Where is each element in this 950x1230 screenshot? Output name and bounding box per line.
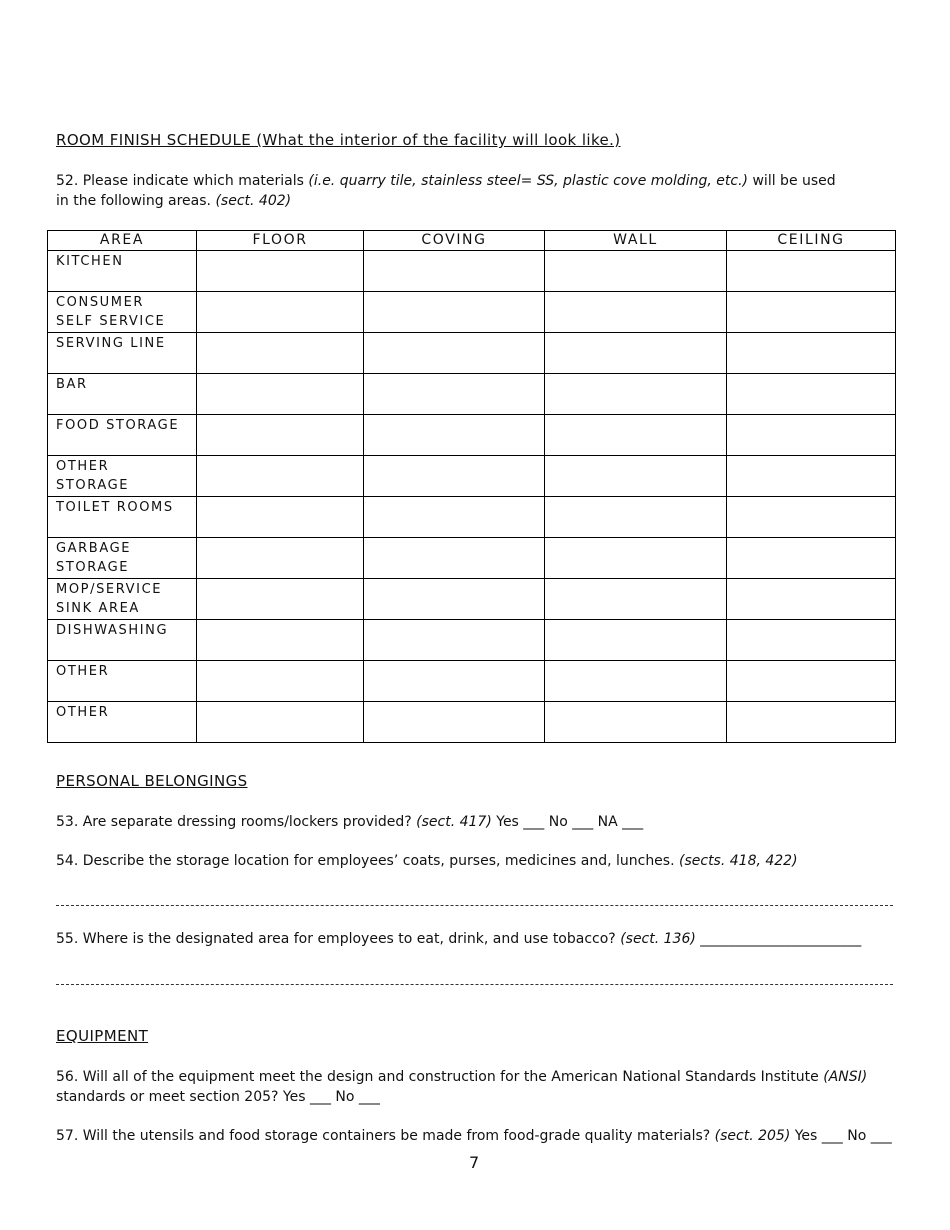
cell-wall[interactable] — [545, 415, 727, 456]
question-55-blank[interactable]: _______________________ — [695, 931, 862, 947]
question-56-text: 56. Will all of the equipment meet the design and construction for the American National Standards Institute — [56, 1069, 824, 1085]
area-label-line: FOOD STORAGE — [56, 418, 180, 433]
area-label-line: CONSUMER — [56, 295, 145, 310]
question-52-suffix: will be used — [748, 173, 836, 189]
area-label-line: BAR — [56, 377, 88, 392]
cell-ceiling[interactable] — [727, 292, 896, 333]
cell-ceiling[interactable] — [727, 415, 896, 456]
table-header-row — [48, 231, 896, 251]
area-label-line: TOILET ROOMS — [56, 500, 174, 515]
cell-wall[interactable] — [545, 292, 727, 333]
cell-coving[interactable] — [364, 292, 545, 333]
question-52 — [56, 171, 836, 211]
table-row — [48, 702, 896, 743]
cell-wall[interactable] — [545, 702, 727, 743]
cell-floor[interactable] — [197, 251, 364, 292]
question-55-section-ref: (sect. 136) — [620, 931, 696, 947]
question-53 — [56, 812, 643, 832]
question-56 — [56, 1067, 867, 1107]
cell-ceiling[interactable] — [727, 333, 896, 374]
column-header-floor: FLOOR — [197, 231, 364, 251]
question-54-text: 54. Describe the storage location for employees’ coats, purses, medicines and, lunches. — [56, 853, 679, 869]
question-55-text: 55. Where is the designated area for employees to eat, drink, and use tobacco? — [56, 931, 621, 947]
page-number: 7 — [469, 1153, 480, 1172]
question-57 — [56, 1126, 892, 1146]
table-row — [48, 661, 896, 702]
cell-ceiling[interactable] — [727, 456, 896, 497]
area-label — [48, 415, 197, 456]
cell-coving[interactable] — [364, 620, 545, 661]
cell-wall[interactable] — [545, 497, 727, 538]
question-52-examples: (i.e. quarry tile, stainless steel= SS, plastic cove molding, etc.) — [308, 173, 749, 189]
cell-ceiling[interactable] — [727, 251, 896, 292]
area-label-line: SELF SERVICE — [56, 314, 166, 329]
cell-coving[interactable] — [364, 497, 545, 538]
question-56-ansi: (ANSI) — [823, 1069, 868, 1085]
room-finish-table — [47, 230, 896, 743]
area-label-line: OTHER — [56, 664, 110, 679]
cell-coving[interactable] — [364, 333, 545, 374]
question-56-line2[interactable]: standards or meet section 205? Yes ___ No ___ — [56, 1089, 380, 1105]
cell-wall[interactable] — [545, 538, 727, 579]
column-header-ceiling: CEILING — [727, 231, 896, 251]
question-57-answers[interactable]: Yes ___ No ___ — [790, 1128, 892, 1144]
section-heading-equipment: EQUIPMENT — [56, 1027, 149, 1045]
cell-floor[interactable] — [197, 374, 364, 415]
area-label-line: STORAGE — [56, 478, 130, 493]
table-row — [48, 579, 896, 620]
table-row — [48, 415, 896, 456]
cell-wall[interactable] — [545, 456, 727, 497]
cell-coving[interactable] — [364, 661, 545, 702]
cell-floor[interactable] — [197, 702, 364, 743]
area-label — [48, 333, 197, 374]
area-label-line: KITCHEN — [56, 254, 124, 269]
question-55 — [56, 929, 861, 949]
cell-ceiling[interactable] — [727, 620, 896, 661]
cell-wall[interactable] — [545, 579, 727, 620]
cell-coving[interactable] — [364, 702, 545, 743]
cell-floor[interactable] — [197, 333, 364, 374]
table-row — [48, 538, 896, 579]
cell-ceiling[interactable] — [727, 661, 896, 702]
cell-ceiling[interactable] — [727, 497, 896, 538]
cell-coving[interactable] — [364, 251, 545, 292]
cell-floor[interactable] — [197, 497, 364, 538]
table-row — [48, 292, 896, 333]
cell-floor[interactable] — [197, 620, 364, 661]
cell-floor[interactable] — [197, 415, 364, 456]
area-label-line: STORAGE — [56, 560, 130, 575]
area-label — [48, 374, 197, 415]
cell-wall[interactable] — [545, 374, 727, 415]
area-label — [48, 620, 197, 661]
table-row — [48, 374, 896, 415]
section-heading-room-finish: ROOM FINISH SCHEDULE (What the interior of the facility will look like.) — [56, 131, 621, 149]
cell-wall[interactable] — [545, 251, 727, 292]
cell-ceiling[interactable] — [727, 538, 896, 579]
area-label — [48, 702, 197, 743]
answer-line-55[interactable] — [56, 984, 893, 985]
column-header-coving: COVING — [364, 231, 545, 251]
area-label — [48, 538, 197, 579]
area-label — [48, 456, 197, 497]
question-53-text: 53. Are separate dressing rooms/lockers provided? — [56, 814, 417, 830]
cell-coving[interactable] — [364, 374, 545, 415]
question-54-section-ref: (sects. 418, 422) — [679, 853, 798, 869]
cell-floor[interactable] — [197, 292, 364, 333]
area-label-line: SERVING LINE — [56, 336, 166, 351]
cell-floor[interactable] — [197, 661, 364, 702]
table-row — [48, 456, 896, 497]
cell-coving[interactable] — [364, 415, 545, 456]
cell-wall[interactable] — [545, 620, 727, 661]
cell-coving[interactable] — [364, 538, 545, 579]
cell-floor[interactable] — [197, 538, 364, 579]
question-57-section-ref: (sect. 205) — [714, 1128, 791, 1144]
area-label — [48, 292, 197, 333]
area-label-line: OTHER — [56, 459, 110, 474]
cell-ceiling[interactable] — [727, 374, 896, 415]
table-row — [48, 333, 896, 374]
cell-wall[interactable] — [545, 661, 727, 702]
column-header-wall: WALL — [545, 231, 727, 251]
question-54 — [56, 851, 798, 871]
table-row — [48, 497, 896, 538]
question-52-text: 52. Please indicate which materials — [56, 173, 309, 189]
area-label-line: SINK AREA — [56, 601, 140, 616]
area-label — [48, 579, 197, 620]
column-header-area: AREA — [48, 231, 197, 251]
cell-ceiling[interactable] — [727, 702, 896, 743]
cell-floor[interactable] — [197, 456, 364, 497]
question-52-section-ref: (sect. 402) — [215, 193, 292, 209]
cell-coving[interactable] — [364, 456, 545, 497]
cell-ceiling[interactable] — [727, 579, 896, 620]
area-label-line: DISHWASHING — [56, 623, 169, 638]
area-label-line: MOP/SERVICE — [56, 582, 163, 597]
area-label-line: GARBAGE — [56, 541, 132, 556]
answer-line-54[interactable] — [56, 905, 893, 906]
cell-floor[interactable] — [197, 579, 364, 620]
question-53-section-ref: (sect. 417) — [416, 814, 492, 830]
cell-coving[interactable] — [364, 579, 545, 620]
table-row — [48, 620, 896, 661]
area-label — [48, 497, 197, 538]
area-label — [48, 661, 197, 702]
cell-wall[interactable] — [545, 333, 727, 374]
question-53-answers[interactable]: Yes ___ No ___ NA ___ — [491, 814, 644, 830]
area-label-line: OTHER — [56, 705, 110, 720]
section-heading-personal-belongings: PERSONAL BELONGINGS — [56, 772, 248, 790]
area-label — [48, 251, 197, 292]
question-57-text: 57. Will the utensils and food storage containers be made from food-grade quality materials? — [56, 1128, 715, 1144]
table-row — [48, 251, 896, 292]
question-52-line2: in the following areas. — [56, 193, 216, 209]
